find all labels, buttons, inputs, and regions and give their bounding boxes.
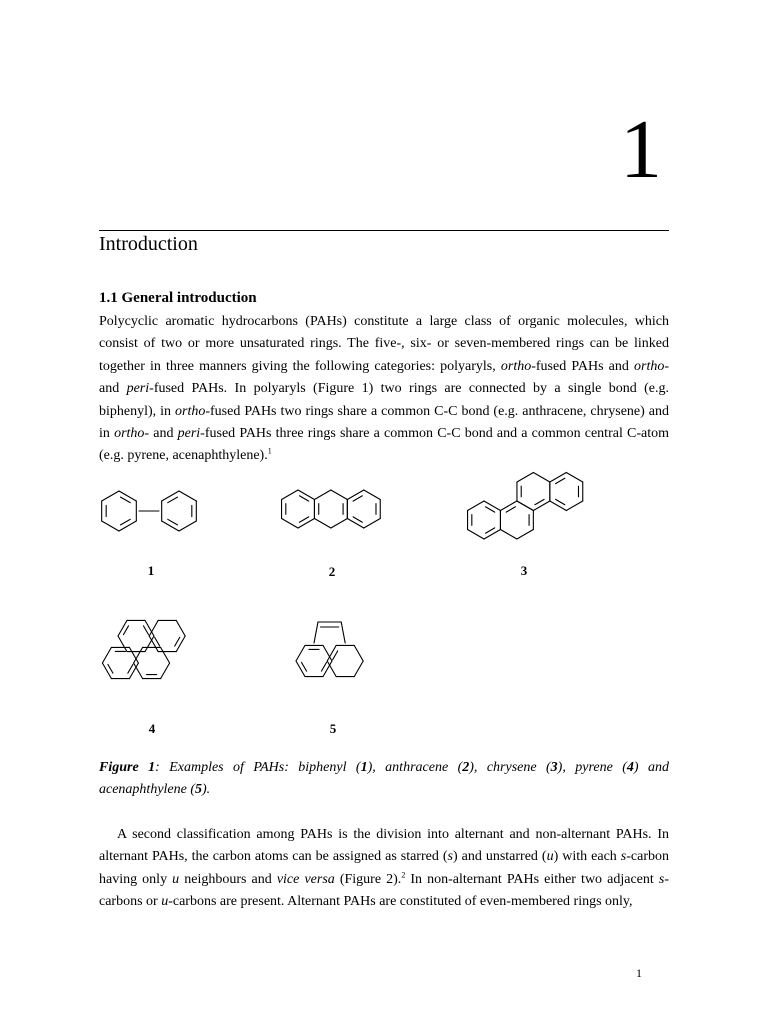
- acenaphthylene-structure: [293, 615, 373, 690]
- structure-label-3: 3: [520, 563, 528, 578]
- paragraph-intro: Polycyclic aromatic hydrocarbons (PAHs) constitute a large class of organic molecules, which consist of two or more unsaturated rings. The five-, six- or seven-membered rings can be linked together in three manners giving the following categories: polyaryls, ortho-fused PAHs and ortho- and peri-fused PAHs. In polyaryls (Figure 1) two rings are connected by a single bond (e.g. biphenyl), in ortho-fused PAHs two rings share a common C-C bond (e.g. anthracene, chrysene) and in ortho- and peri-fused PAHs three rings share a common C-C bond and a common central C-atom (e.g. pyrene, acenaphthylene).$^1$: [99, 314, 670, 464]
- figure-caption: Figure 1: Examples of PAHs: biphenyl (1), anthracene (2), chrysene (3), pyrene (4) and acenaphthylene (5).: [99, 760, 670, 797]
- pyrene-structure: [103, 612, 203, 692]
- reference-superscript: 1: [267, 446, 272, 456]
- structure-label-4: 4: [148, 721, 156, 736]
- biphenyl-structure: [95, 485, 210, 535]
- chapter-divider: [99, 230, 669, 231]
- structure-label-2: 2: [328, 564, 336, 579]
- anthracene-structure: [278, 484, 388, 534]
- section-title: 1.1 General introduction: [99, 290, 257, 306]
- structure-label-5: 5: [329, 721, 337, 736]
- page-number: 1: [636, 966, 642, 980]
- chapter-title: Introduction: [99, 233, 198, 255]
- reference-superscript: 2: [401, 870, 406, 880]
- chapter-number: 1: [620, 103, 662, 196]
- structure-label-1: 1: [147, 563, 155, 578]
- chrysene-structure: [460, 465, 590, 545]
- paragraph-alternant: A second classification among PAHs is the division into alternant and non-alternant PAHs. In alternant PAHs, the carbon atoms can be assigned as starred (s) and unstarred (u) with each s-carbon having only u neighbours and vice versa (Figure 2).$^2$ In non-alternant PAHs either two adjacent s-carbons or u-carbons are present. Alternant PAHs are constituted of even-membered rings only,: [99, 827, 669, 910]
